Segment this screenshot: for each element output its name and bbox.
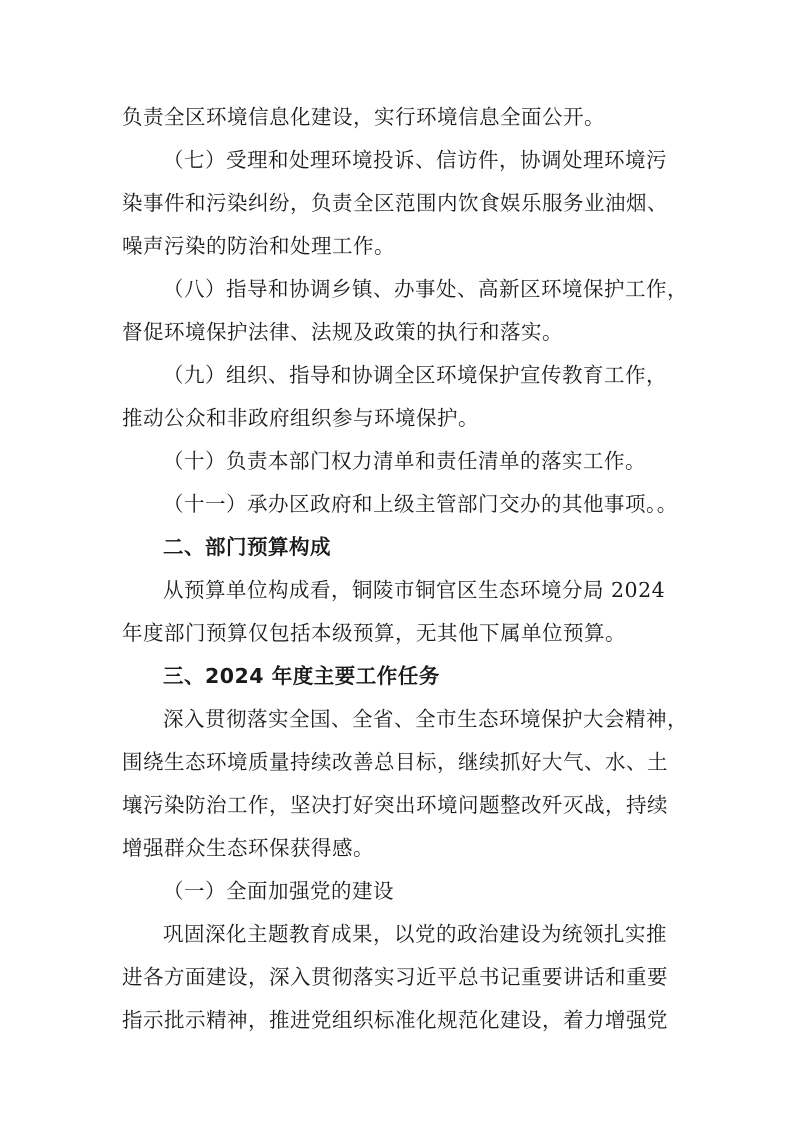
paragraph-line: 负责全区环境信息化建设，实行环境信息全面公开。 [122, 105, 605, 129]
paragraph-line: 壤污染防治工作，坚决打好突出环境问题整改歼灭战，持续 [122, 793, 668, 817]
paragraph-line: （十）负责本部门权力清单和责任清单的落实工作。 [163, 449, 646, 473]
paragraph-line: 进各方面建设，深入贯彻落实习近平总书记重要讲话和重要 [122, 965, 668, 989]
paragraph-line: （十一）承办区政府和上级主管部门交办的其他事项。。 [163, 492, 678, 516]
section-heading: 二、部门预算构成 [163, 535, 331, 559]
paragraph-line: （八）指导和协调乡镇、办事处、高新区环境保护工作， [163, 277, 688, 301]
paragraph-line: 指示批示精神，推进党组织标准化规范化建设，着力增强党 [122, 1008, 668, 1032]
section-heading: 三、2024 年度主要工作任务 [163, 664, 440, 688]
paragraph-line: 督促环境保护法律、法规及政策的执行和落实。 [122, 320, 563, 344]
paragraph-line: （七）受理和处理环境投诉、信访件，协调处理环境污 [163, 148, 667, 172]
paragraph-line: 噪声污染的防治和处理工作。 [122, 234, 395, 258]
paragraph-line: 年度部门预算仅包括本级预算，无其他下属单位预算。 [122, 621, 626, 645]
paragraph-line: 染事件和污染纠纷，负责全区范围内饮食娱乐服务业油烟、 [122, 191, 668, 215]
paragraph-line: 从预算单位构成看，铜陵市铜官区生态环境分局 2024 [163, 578, 666, 602]
paragraph-line: 深入贯彻落实全国、全省、全市生态环境保护大会精神， [163, 707, 688, 731]
subsection-heading: （一）全面加强党的建设 [163, 879, 394, 903]
paragraph-line: 推动公众和非政府组织参与环境保护。 [122, 406, 479, 430]
paragraph-line: （九）组织、指导和协调全区环境保护宣传教育工作， [163, 363, 667, 387]
paragraph-line: 巩固深化主题教育成果，以党的政治建设为统领扎实推 [163, 922, 667, 946]
paragraph-line: 围绕生态环境质量持续改善总目标，继续抓好大气、水、土 [122, 750, 668, 774]
paragraph-line: 增强群众生态环保获得感。 [122, 836, 374, 860]
